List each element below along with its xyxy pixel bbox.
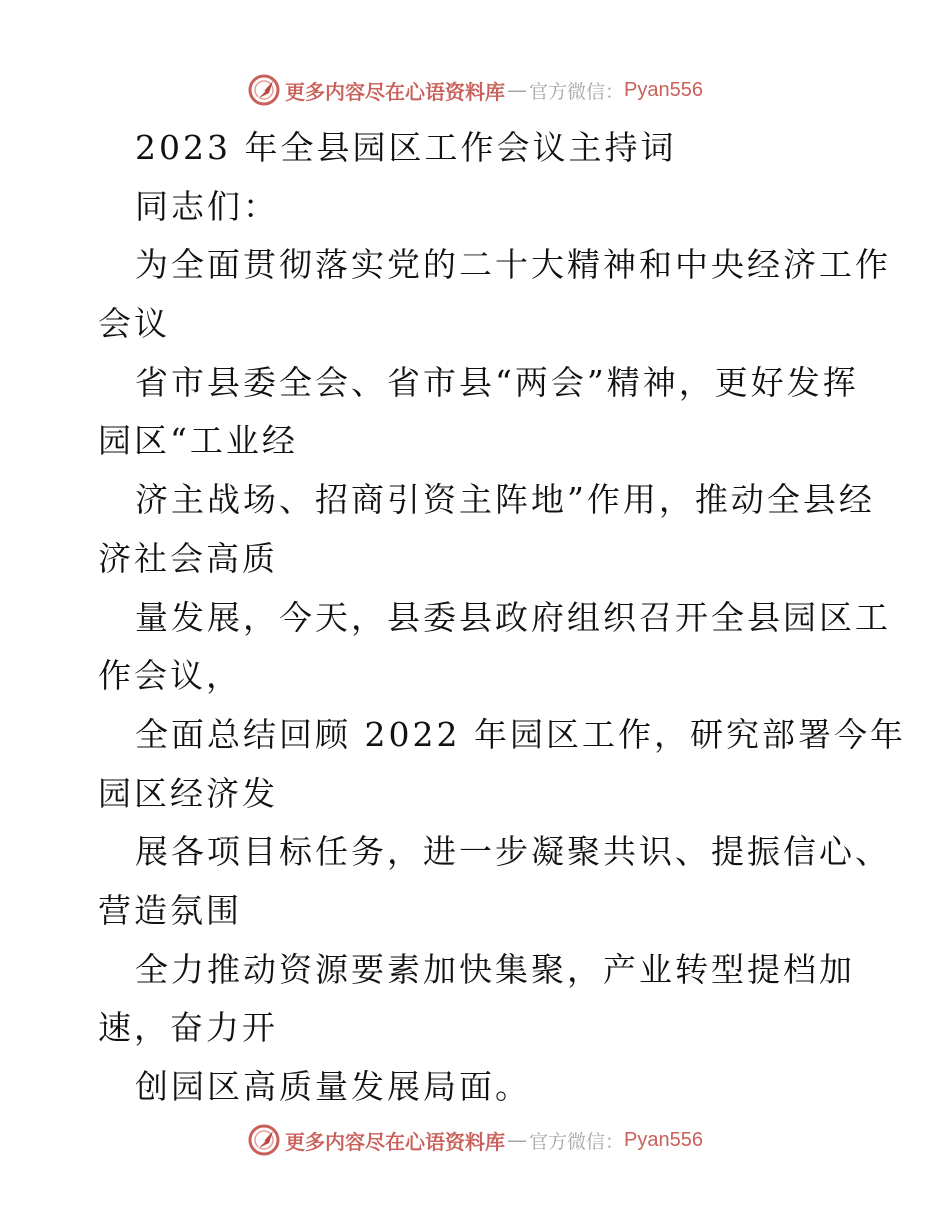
document-line: 济主战场、招商引资主阵地”作用，推动全县经 — [135, 480, 875, 520]
banner-wechat-id: Pyan556 — [624, 1128, 703, 1151]
banner-main-text: 更多内容尽在心语资料库 — [285, 79, 505, 104]
document-line: 园区经济发 — [98, 773, 278, 813]
document-line: 全力推动资源要素加快集聚，产业转型提档加 — [135, 949, 855, 989]
quill-pen-logo-icon — [247, 73, 281, 107]
banner-official-label: 官方微信： — [529, 1130, 625, 1153]
banner-official-label: 官方微信： — [529, 80, 625, 103]
document-title: 2023 年全县园区工作会议主持词 — [135, 128, 677, 167]
document-line: 作会议， — [98, 656, 242, 696]
banner-wechat-id: Pyan556 — [624, 78, 703, 101]
footer-banner — [0, 1120, 950, 1160]
document-line: 同志们： — [135, 186, 279, 226]
document-line: 省市县委全会、省市县“两会”精神，更好发挥 — [135, 362, 859, 402]
banner-main-text: 更多内容尽在心语资料库 — [285, 1129, 505, 1154]
document-line: 全面总结回顾 2022 年园区工作，研究部署今年 — [135, 714, 906, 754]
banner-dash: — — [507, 78, 527, 102]
document-line: 为全面贯彻落实党的二十大精神和中央经济工作 — [135, 245, 891, 285]
document-line: 创园区高质量发展局面。 — [135, 1067, 531, 1106]
banner-dash: — — [507, 1128, 527, 1152]
document-line: 会议 — [98, 304, 170, 344]
document-line: 速，奋力开 — [98, 1008, 278, 1048]
document-line: 量发展，今天，县委县政府组织召开全县园区工 — [135, 597, 891, 637]
quill-pen-logo-icon — [247, 1123, 281, 1157]
document-line: 济社会高质 — [98, 538, 278, 578]
document-body — [98, 119, 906, 1117]
document-line: 营造氛围 — [98, 890, 242, 930]
document-line: 展各项目标任务，进一步凝聚共识、提振信心、 — [135, 832, 891, 872]
document-paragraphs — [98, 178, 906, 1117]
document-line: 园区“工业经 — [98, 421, 298, 461]
header-banner — [0, 70, 950, 110]
